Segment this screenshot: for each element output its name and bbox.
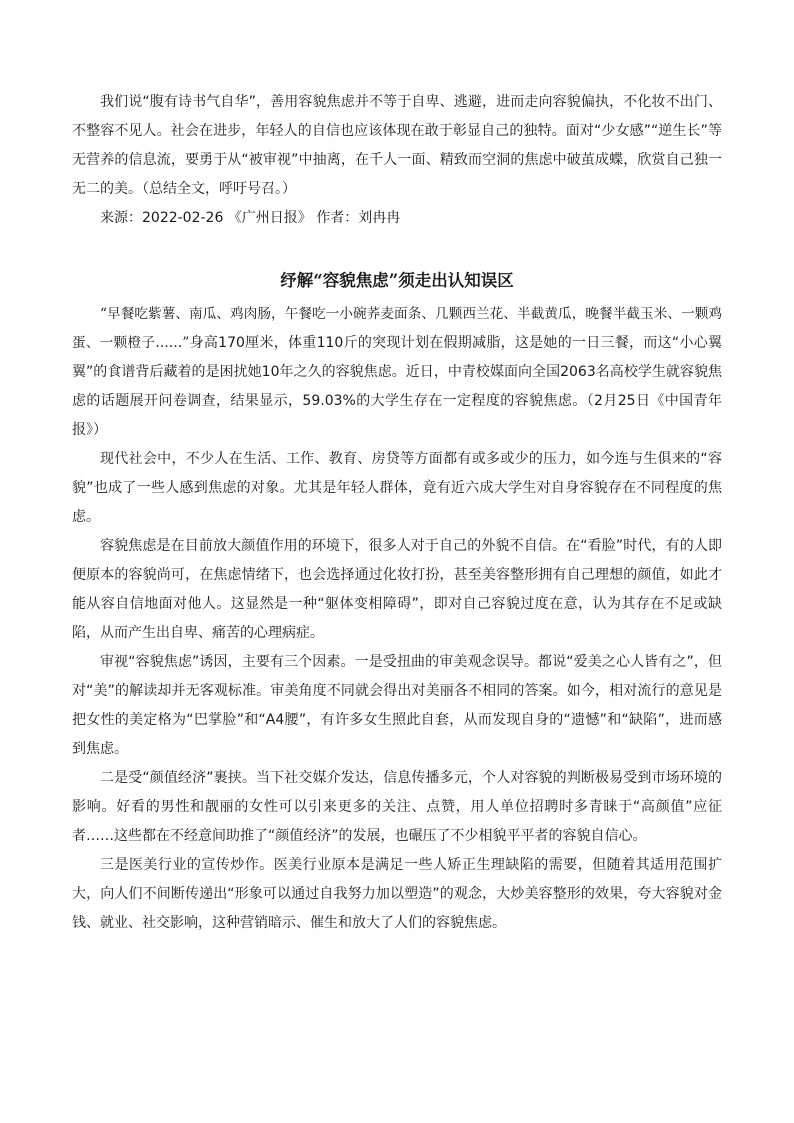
lead-rest: 身高170厘米，体重110斤的突现计划在假期减脂，这是她的一日三餐，而这“小心翼翼”的食谱背后藏着的是困扰她10年之久的容貌焦虑。近日，中青校媒面向全国2063名高校学生就容貌焦虑的话题展开问卷调查，结果显示，59.03%的大学生存在一定程度的容貌焦虑。（2月25日《中国青年报》） — [72, 335, 722, 438]
article-paragraph-3: 审视“容貌焦虑”诱因，主要有三个因素。一是受扭曲的审美观念误导。都说“爱美之心人皆有之”，但对“美”的解读却并无客观标准。审美角度不同就会得出对美丽各不相同的答案。如今，相对流行的意见是把女性的美定格为“巴掌脸”和“A4腰”，有许多女生照此自套，从而发现自身的“遗憾”和“缺陷”，进而感到焦虑。 — [72, 654, 722, 757]
document-page — [72, 88, 722, 938]
lead-quote: “早餐吃紫薯、南瓜、鸡肉肠，午餐吃一小碗荞麦面条、几颗西兰花、半截黄瓜，晚餐半截玉米、一颗鸡蛋、一颗橙子……” — [72, 306, 722, 351]
article-lead-paragraph — [72, 300, 722, 445]
article-paragraph-4: 二是受“颜值经济”裹挟。当下社交媒介发达，信息传播多元，个人对容貌的判断极易受到市场环境的影响。好看的男性和靓丽的女性可以引来更多的关注、点赞，用人单位招聘时多青睐于“高颜值”应征者……这些都在不经意间助推了“颜值经济”的发展，也碾压了不少相貌平平者的容貌自信心。 — [72, 770, 722, 844]
source-line: 来源：2022-02-26 《广州日报》 作者：刘冉冉 — [100, 210, 401, 226]
article-paragraph-5: 三是医美行业的宣传炒作。医美行业原本是满足一些人矫正生理缺陷的需要，但随着其适用范围扩大，向人们不间断传递出“形象可以通过自我努力加以塑造”的观念，大炒美容整形的效果，夸大容貌对金钱、就业、社交影响，这种营销暗示、催生和放大了人们的容貌焦虑。 — [72, 857, 722, 931]
summary-paragraph: 我们说“腹有诗书气自华”，善用容貌焦虑并不等于自卑、逃避，进而走向容貌偏执，不化妆不出门、不整容不见人。社会在进步，年轻人的自信也应该体现在敢于彰显自己的独特。面对“少女感”“逆生长”等无营养的信息流，要勇于从“被审视”中抽离，在千人一面、精致而空洞的焦虑中破茧成蝶，欣赏自己独一无二的美。（总结全文，呼吁号召。） — [72, 94, 722, 197]
article-title: 纾解“容貌焦虑”须走出认知误区 — [280, 271, 514, 290]
article-paragraph-2: 容貌焦虑是在目前放大颜值作用的环境下，很多人对于自己的外貌不自信。在“看脸”时代，有的人即便原本的容貌尚可，在焦虑情绪下，也会选择通过化妆打扮，甚至美容整形拥有自己理想的颜值，如此才能从容自信地面对他人。这显然是一种“躯体变相障碍”，即对自己容貌过度在意，认为其存在不足或缺陷，从而产生出自卑、痛苦的心理病症。 — [72, 538, 722, 641]
article-paragraph-1: 现代社会中，不少人在生活、工作、教育、房贷等方面都有或多或少的压力，如今连与生俱来的“容貌”也成了一些人感到焦虑的对象。尤其是年轻人群体，竟有近六成大学生对自身容貌存在不同程度的焦虑。 — [72, 451, 722, 525]
